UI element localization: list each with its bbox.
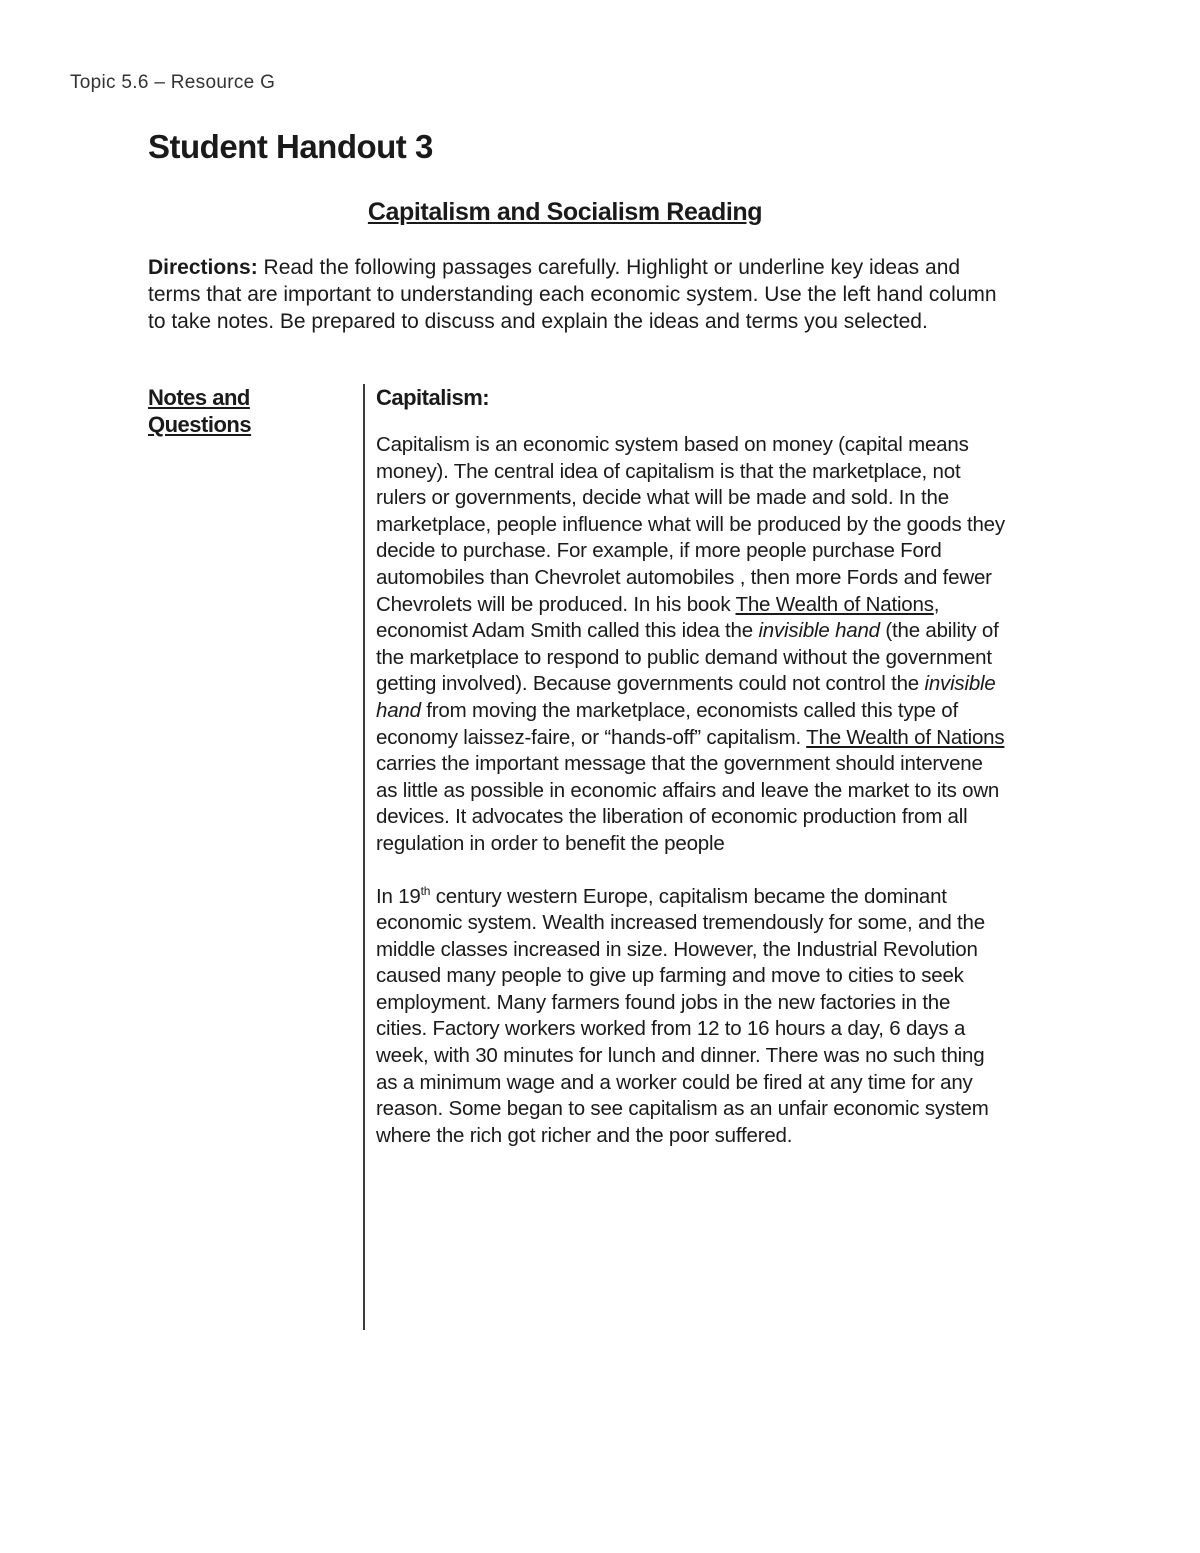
term-invisible-hand-2: invisible hand bbox=[376, 672, 996, 722]
handout-title: Student Handout 3 bbox=[148, 128, 433, 165]
p1-text-5: carries the important message that the government should intervene as little as possible in economic affairs and leave the market to its own devices. It advocates the liberation of economic production from all regulation in order to benefit the people bbox=[376, 752, 1000, 855]
book-title-wealth-of-nations-2: The Wealth of Nations bbox=[806, 725, 1005, 749]
p1-text-1: Capitalism is an economic system based on money (capital means money). The central idea of capitalism is that the marketplace, not rulers or governments, decide what will be made and sold. In the marketplace, people influence what will be produced by the goods they decide to purchase. For example, if more people purchase Ford automobiles than Chevrolet automobiles , then more Fords and fewer Chevrolets will be produced. In his book bbox=[376, 433, 1005, 616]
book-title-wealth-of-nations: The Wealth of Nations bbox=[735, 592, 934, 616]
column-divider bbox=[363, 384, 365, 1330]
p1-text-3: (the ability of the marketplace to respond to public demand without the government getting involved). Because governments could not control the bbox=[376, 619, 999, 696]
reading-column bbox=[376, 384, 1006, 1175]
p2-superscript: th bbox=[420, 883, 431, 898]
directions-text: Read the following passages carefully. Highlight or underline key ideas and terms that are important to understanding each economic system. Use the left hand column to take notes. Be prepared to discuss and explain the ideas and terms you selected. bbox=[148, 256, 997, 333]
term-invisible-hand: invisible hand bbox=[758, 619, 880, 643]
topic-label: Topic 5.6 – Resource G bbox=[70, 72, 276, 93]
directions-label: Directions: bbox=[148, 256, 258, 279]
reading-paragraph-1 bbox=[376, 432, 1006, 858]
notes-heading-line2: Questions bbox=[148, 412, 252, 437]
p2-text-2: century western Europe, capitalism became the dominant economic system. Wealth increased tremendously for some, and the middle classes increased in size. However, the Industrial Revolution caused many people to give up farming and move to cities to seek employment. Many farmers found jobs in the new factories in the cities. Factory workers worked from 12 to 16 hours a day, 6 days a week, with 30 minutes for lunch and dinner. There was no such thing as a minimum wage and a worker could be fired at any time for any reason. Some began to see capitalism as an unfair economic system where the rich got richer and the poor suffered. bbox=[376, 884, 989, 1147]
reading-paragraph-2 bbox=[376, 884, 1006, 1150]
p1-text-4: from moving the marketplace, economists called this type of economy laissez-faire, or “hands-off” capitalism. bbox=[376, 698, 958, 749]
notes-heading-line1: Notes and bbox=[148, 385, 250, 410]
notes-column-heading bbox=[148, 384, 298, 438]
section-heading-capitalism: Capitalism: bbox=[376, 385, 490, 410]
reading-title: Capitalism and Socialism Reading bbox=[367, 198, 763, 226]
p2-text-1: In 19 bbox=[376, 884, 421, 908]
p1-text-2: , economist Adam Smith called this idea the bbox=[376, 592, 940, 643]
directions-paragraph bbox=[148, 254, 998, 335]
